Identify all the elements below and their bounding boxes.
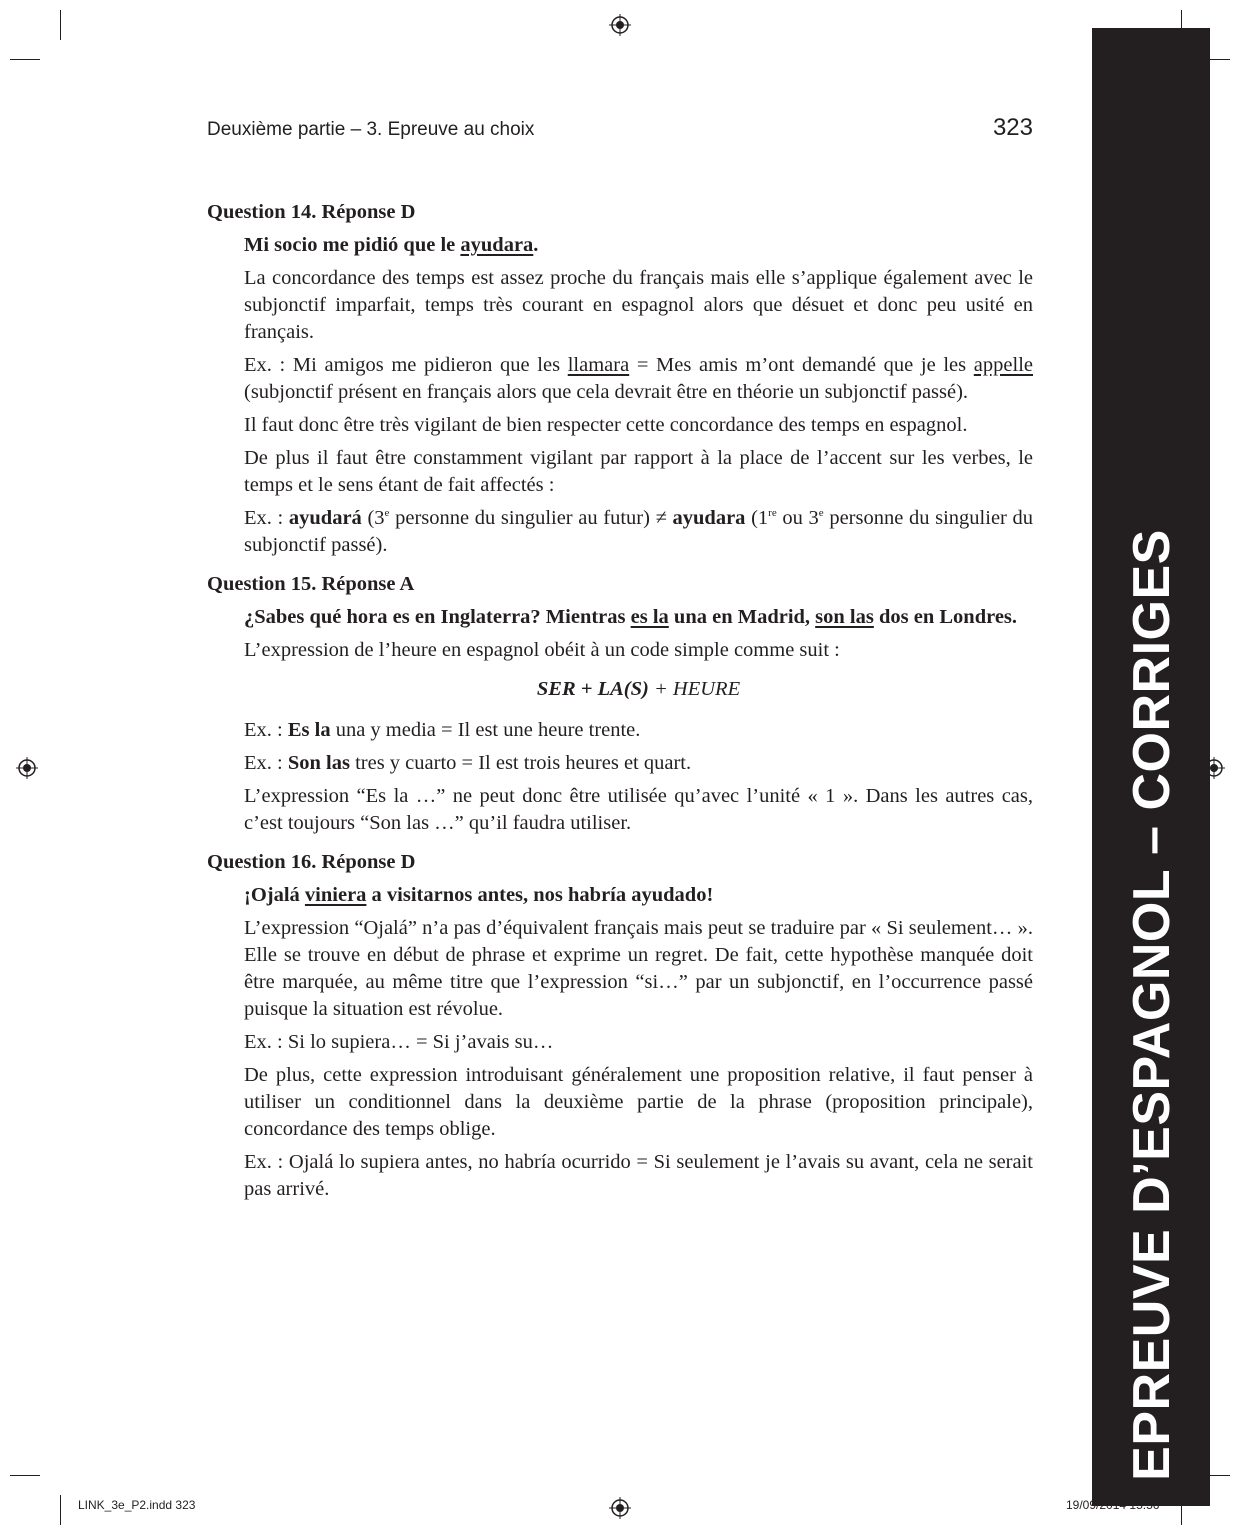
- paragraph: [244, 352, 1033, 406]
- text-span: Ex. :: [244, 719, 288, 741]
- question-title: Question 16. Réponse D: [207, 851, 416, 873]
- crop-mark: [10, 1475, 40, 1476]
- superscript: re: [768, 507, 777, 520]
- underlined-word: son las: [815, 606, 874, 628]
- text-span: (3: [361, 507, 385, 529]
- paragraph: Ex. : Si lo supiera… = Si j’avais su…: [244, 1031, 554, 1053]
- formula-rest: + HEURE: [648, 678, 741, 700]
- paragraph: [244, 505, 1033, 559]
- underlined-word: appelle: [973, 354, 1033, 376]
- text-span: Ex. : Mi amigos me pidieron que les: [244, 354, 568, 376]
- text-span: dos en Londres.: [873, 606, 1018, 628]
- question-title: Question 15. Réponse A: [207, 573, 415, 595]
- bold-term: ayudará: [288, 507, 362, 529]
- question-16: [207, 849, 1033, 1203]
- text-span: Ex. :: [244, 752, 288, 774]
- answer-block: [244, 232, 1033, 559]
- paragraph: De plus il faut être constamment vigilant par rapport à la place de l’accent sur les verbes, le temps et le sens étant de fait affectés :: [244, 447, 1033, 496]
- example-sentence: [244, 232, 1033, 259]
- text-span: ou 3: [776, 507, 819, 529]
- crop-mark: [60, 1495, 61, 1525]
- bold-term: Es la: [287, 719, 331, 741]
- text-span: (1: [745, 507, 769, 529]
- paragraph: Ex. : Ojalá lo supiera antes, no habría ocurrido = Si seulement je l’avais su avant, cela ne serait pas arrivé.: [244, 1151, 1033, 1200]
- paragraph: [244, 717, 1033, 744]
- paragraph: L’expression “Ojalá” n’a pas d’équivalent français mais peut se traduire par « Si seulement… ». Elle se trouve en début de phrase et exprime un regret. De fait, cette hypothèse manquée doit être marquée, au même titre que l’expression “si…” par un subjonctif, en l’occurrence passé puisque la situation est révolue.: [244, 917, 1033, 1020]
- example-sentence: [244, 882, 1033, 909]
- slug-datetime: 19/09/2014 15:56: [1066, 1498, 1160, 1512]
- text-span: = Mes amis m’ont demandé que je les: [629, 354, 974, 376]
- text-span: tres y cuarto = Il est trois heures et quart.: [349, 752, 692, 774]
- text-span: .: [533, 234, 539, 256]
- text-span: (subjonctif présent en français alors que cela devrait être en théorie un subjonctif passé).: [244, 381, 969, 403]
- paragraph: L’expression “Es la …” ne peut donc être utilisée qu’avec l’unité « 1 ». Dans les autres cas, c’est toujours “Son las …” qu’il faudra utiliser.: [244, 785, 1033, 834]
- paragraph: L’expression de l’heure en espagnol obéit à un code simple comme suit :: [244, 639, 840, 661]
- superscript: e: [818, 507, 824, 520]
- formula: [244, 676, 1033, 703]
- paragraph: Il faut donc être très vigilant de bien respecter cette concordance des temps en espagnol.: [244, 414, 968, 436]
- paragraph: La concordance des temps est assez proche du français mais elle s’applique également avec le subjonctif imparfait, temps très courant en espagnol alors que désuet et donc peu usité en français.: [244, 267, 1033, 343]
- question-14: [207, 199, 1033, 559]
- underlined-word: llamara: [567, 354, 630, 376]
- text-span: a visitarnos antes, nos habría ayudado!: [366, 884, 714, 906]
- bold-term: ayudara: [672, 507, 746, 529]
- text-span: una en Madrid,: [668, 606, 816, 628]
- answer-block: [244, 882, 1033, 1203]
- running-header: [207, 114, 1033, 146]
- slug-filename: LINK_3e_P2.indd 323: [78, 1498, 196, 1512]
- text-span: personne du singulier au futur) ≠: [389, 507, 673, 529]
- text-span: personne du singulier du subjonctif passé).: [244, 507, 1034, 556]
- header-section-title: Deuxième partie – 3. Epreuve au choix: [207, 119, 535, 140]
- section-tab-title: EPREUVE D’ESPAGNOL – CORRIGES: [1123, 529, 1181, 1481]
- page-number: 323: [992, 114, 1033, 141]
- crop-mark: [10, 59, 40, 60]
- superscript: e: [384, 507, 390, 520]
- example-sentence: [244, 604, 1033, 631]
- registration-mark-icon: [609, 14, 631, 36]
- underlined-word: viniera: [304, 884, 367, 906]
- registration-mark-icon: [609, 1497, 631, 1519]
- paragraph: [244, 750, 1033, 777]
- text-span: Mi socio me pidió que le: [244, 234, 461, 256]
- question-title: Question 14. Réponse D: [207, 201, 416, 223]
- registration-mark-icon: [16, 757, 38, 779]
- underlined-word: ayudara: [460, 234, 534, 256]
- answer-block: [244, 604, 1033, 837]
- formula-bold: SER + LA(S): [536, 678, 649, 700]
- bold-term: Son las: [287, 752, 350, 774]
- text-span: Ex. :: [244, 507, 289, 529]
- paragraph: De plus, cette expression introduisant généralement une proposition relative, il faut penser à utiliser un conditionnel dans la deuxième partie de la phrase (proposition principale), concordance des temps oblige.: [244, 1064, 1033, 1140]
- page-content: [207, 199, 1033, 1215]
- crop-mark: [60, 10, 61, 40]
- underlined-word: es la: [630, 606, 669, 628]
- text-span: ¡Ojalá: [244, 884, 305, 906]
- text-span: ¿Sabes qué hora es en Inglaterra? Mientras: [244, 606, 631, 628]
- question-15: [207, 571, 1033, 837]
- text-span: una y media = Il est une heure trente.: [330, 719, 641, 741]
